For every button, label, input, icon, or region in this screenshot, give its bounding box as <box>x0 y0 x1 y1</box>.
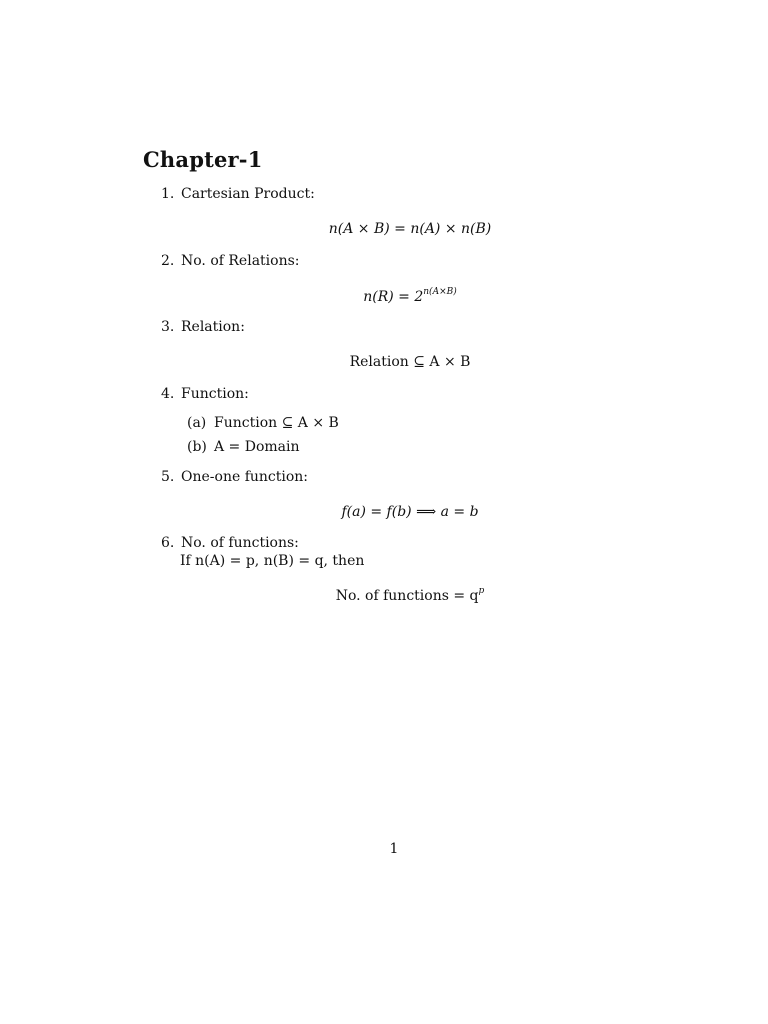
list-item-relation <box>161 318 245 336</box>
sub-item-text: A = Domain <box>214 439 300 455</box>
condition-text: If n(A) = p, n(B) = q, then <box>180 553 365 569</box>
equation-one-one-function: f(a) = f(b) ⟹ a = b <box>341 504 479 520</box>
equation-base: No. of functions = q <box>335 588 479 604</box>
item-number: 2. <box>161 253 175 269</box>
list-item-function <box>161 385 249 403</box>
list-item-no-of-relations <box>161 252 300 270</box>
chapter-title: Chapter-1 <box>143 147 263 172</box>
page-number: 1 <box>389 841 399 857</box>
sub-item-text: Function ⊆ A × B <box>214 415 339 431</box>
equation-exponent: n(A×B) <box>423 287 457 298</box>
sub-item-label: (a) <box>187 415 207 431</box>
item-number: 5. <box>161 469 175 485</box>
equation-base: n(R) = 2 <box>363 289 424 305</box>
list-item-one-one-function <box>161 468 308 486</box>
item-number: 4. <box>161 386 175 402</box>
equation-no-of-relations <box>150 288 670 306</box>
item-label: Function: <box>181 386 249 402</box>
item-number: 3. <box>161 319 175 335</box>
list-item-no-of-functions <box>161 534 299 552</box>
sub-item-function-subset <box>187 414 339 432</box>
item-label: No. of Relations: <box>181 253 300 269</box>
list-item-cartesian-product <box>161 185 315 203</box>
item-label: One-one function: <box>181 469 309 485</box>
item-label: Cartesian Product: <box>181 186 315 202</box>
item-number: 6. <box>161 535 175 551</box>
sub-item-label: (b) <box>187 439 207 455</box>
sub-item-domain <box>187 438 300 456</box>
equation-cartesian-product: n(A × B) = n(A) × n(B) <box>328 221 492 237</box>
item-label: No. of functions: <box>181 535 299 551</box>
equation-no-of-functions <box>150 587 670 605</box>
equation-relation: Relation ⊆ A × B <box>349 354 471 370</box>
equation-exponent: p <box>478 586 485 597</box>
item-label: Relation: <box>181 319 245 335</box>
item-number: 1. <box>161 186 175 202</box>
